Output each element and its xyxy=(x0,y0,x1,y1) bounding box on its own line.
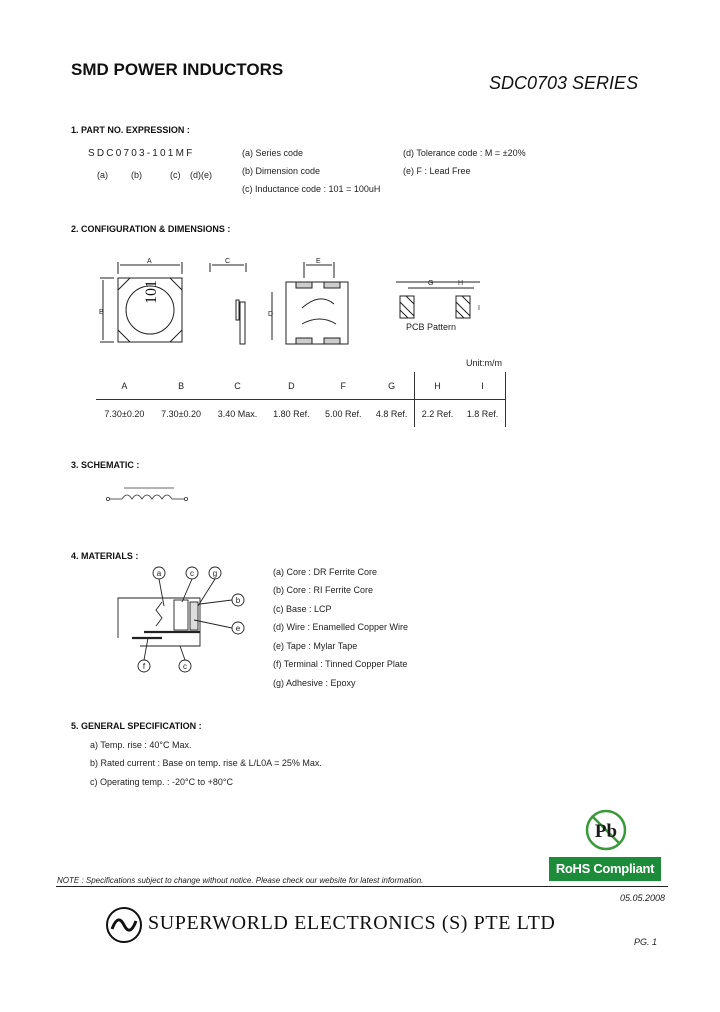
dim-label-e: E xyxy=(316,258,321,265)
section-3-heading: 3. SCHEMATIC : xyxy=(71,460,140,470)
code-marker-de: (d)(e) xyxy=(190,170,212,180)
spec-rated-current: b) Rated current : Base on temp. rise & L/L0A = 25% Max. xyxy=(90,758,322,768)
callout-e: e xyxy=(235,624,241,633)
col-header-d: D xyxy=(266,372,318,400)
footer-divider xyxy=(56,886,668,887)
section-4-heading: 4. MATERIALS : xyxy=(71,551,139,561)
dim-label-a: A xyxy=(147,258,152,265)
component-marking: 101 xyxy=(143,280,160,304)
col-header-h: H xyxy=(415,372,460,400)
dim-label-b: B xyxy=(99,309,104,316)
section-2-heading: 2. CONFIGURATION & DIMENSIONS : xyxy=(71,224,231,234)
section-1-heading: 1. PART NO. EXPRESSION : xyxy=(71,125,190,135)
value-c: 3.40 Max. xyxy=(217,408,258,419)
col-header-g: G xyxy=(369,372,414,400)
section-5-heading: 5. GENERAL SPECIFICATION : xyxy=(71,721,202,731)
col-header-i: I xyxy=(460,372,505,400)
code-marker-c: (c) xyxy=(170,170,181,180)
dim-label-i: I xyxy=(478,305,480,312)
material-c: (c) Base : LCP xyxy=(273,604,332,614)
material-d: (d) Wire : Enamelled Copper Wire xyxy=(273,622,409,632)
material-g: (g) Adhesive : Epoxy xyxy=(273,678,356,688)
callout-c-base: c xyxy=(183,662,187,671)
spec-operating-temp: c) Operating temp. : -20°C to +80°C xyxy=(90,777,234,787)
code-marker-a: (a) xyxy=(97,170,108,180)
footer-note: NOTE : Specifications subject to change without notice. Please check our website for latest information. xyxy=(57,876,424,885)
value-d: 1.80 Ref. xyxy=(273,408,310,419)
part-code: SDC0703-101MF xyxy=(88,148,195,159)
value-h: 2.2 Ref. xyxy=(415,400,460,428)
material-a: (a) Core : DR Ferrite Core xyxy=(273,567,378,577)
value-a: 7.30±0.20 xyxy=(104,408,145,419)
pcb-pattern-label: PCB Pattern xyxy=(406,322,457,332)
dim-label-c: C xyxy=(225,258,231,265)
rohs-badge: RoHS Compliant xyxy=(549,857,661,881)
unit-label: Unit:m/m xyxy=(466,358,502,368)
col-header-b: B xyxy=(153,372,210,400)
value-g: 4.8 Ref. xyxy=(375,408,408,419)
material-f: (f) Terminal : Tinned Copper Plate xyxy=(273,659,408,669)
legend-dimension-code: (b) Dimension code xyxy=(242,166,321,176)
material-b: (b) Core : RI Ferrite Core xyxy=(273,585,374,595)
company-name: SUPERWORLD ELECTRONICS (S) PTE LTD xyxy=(148,912,556,934)
legend-inductance-code: (c) Inductance code : 101 = 100uH xyxy=(242,184,381,194)
col-header-a: A xyxy=(96,372,153,400)
legend-series-code: (a) Series code xyxy=(242,148,304,158)
page-title: SMD POWER INDUCTORS xyxy=(71,60,284,79)
company-logo-icon xyxy=(104,905,144,945)
material-e: (e) Tape : Mylar Tape xyxy=(273,641,358,651)
callout-g: g xyxy=(212,569,218,578)
dim-label-d: D xyxy=(268,311,274,318)
legend-lead-free: (e) F : Lead Free xyxy=(403,166,471,176)
page-number: PG. 1 xyxy=(634,937,658,947)
inductor-schematic xyxy=(100,484,200,508)
materials-cross-section xyxy=(104,562,254,680)
value-b: 7.30±0.20 xyxy=(161,408,202,419)
callout-c: c xyxy=(190,569,194,578)
series-title: SDC0703 SERIES xyxy=(489,73,639,93)
dim-label-g: G xyxy=(428,280,434,287)
dim-label-h: H xyxy=(458,280,464,287)
col-header-c: C xyxy=(209,372,265,400)
legend-tolerance-code: (d) Tolerance code : M = ±20% xyxy=(403,148,526,158)
value-f: 5.00 Ref. xyxy=(324,408,362,419)
callout-a: a xyxy=(156,569,162,578)
dimension-drawings xyxy=(90,252,510,352)
callout-f: f xyxy=(142,662,146,671)
callout-b: b xyxy=(235,596,241,605)
footer-date: 05.05.2008 xyxy=(620,893,666,903)
pb-free-icon xyxy=(584,808,628,852)
pb-text: Pb xyxy=(594,821,618,842)
dimension-table xyxy=(96,372,506,427)
spec-temp-rise: a) Temp. rise : 40°C Max. xyxy=(90,740,192,750)
code-marker-b: (b) xyxy=(131,170,142,180)
col-header-f: F xyxy=(317,372,369,400)
value-i: 1.8 Ref. xyxy=(460,400,505,428)
